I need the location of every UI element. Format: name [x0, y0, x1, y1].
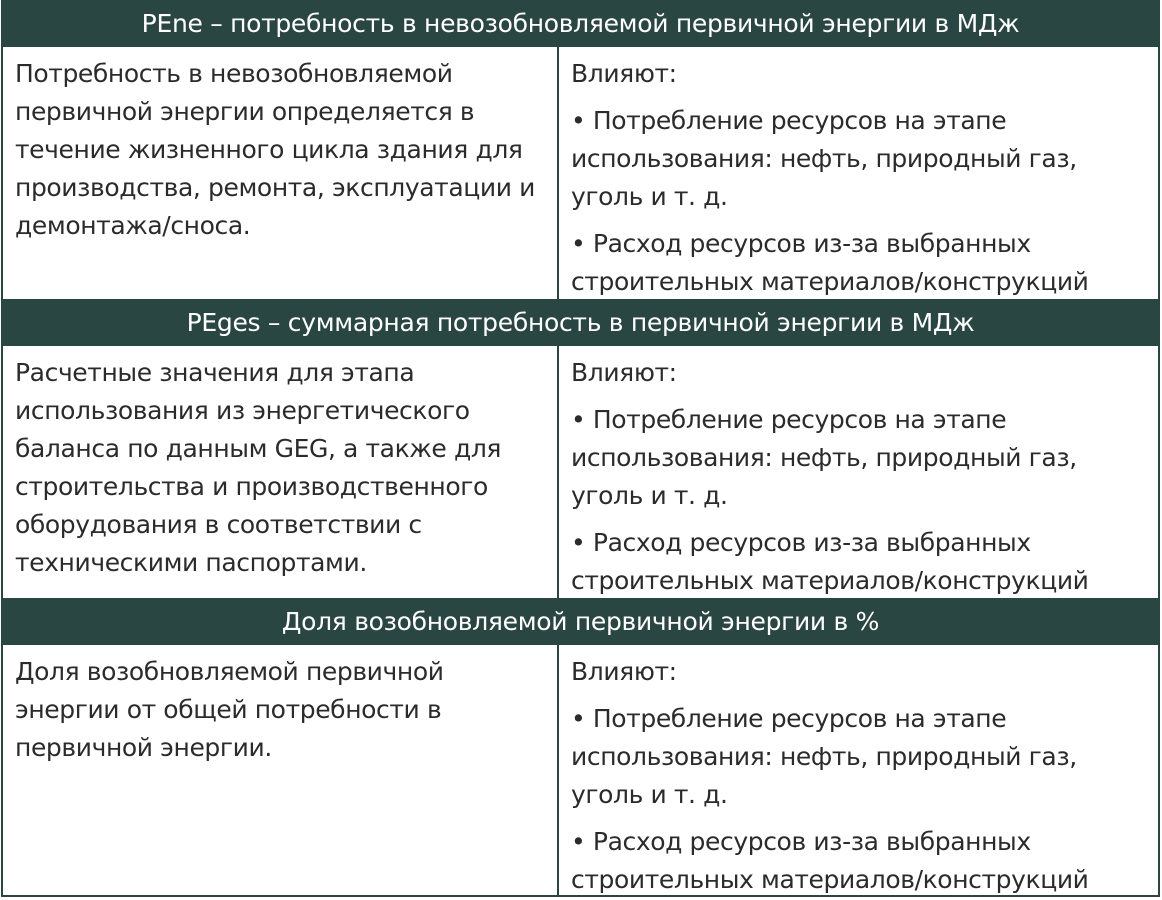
- description-line: демонтажа/сноса.: [15, 211, 251, 240]
- energy-table: [1, 0, 1160, 897]
- bullet-line: использования: нефть, природный газ,: [571, 742, 1077, 771]
- bullet-line: • Расход ресурсов из-за выбранных: [571, 229, 1031, 258]
- factor-bullet: [571, 700, 1150, 814]
- section-header-peges: PEges – суммарная потребность в первичной энергии в МДж: [3, 299, 1158, 346]
- factor-bullet: [571, 401, 1150, 515]
- bullet-line: строительных материалов/конструкций: [571, 267, 1089, 296]
- bullet-line: • Расход ресурсов из-за выбранных: [571, 528, 1031, 557]
- description-line: баланса по данным GEG, а также для: [15, 434, 502, 463]
- description-line: течение жизненного цикла здания для: [15, 135, 523, 164]
- bullet-line: строительных материалов/конструкций: [571, 865, 1089, 894]
- factors-cell: [559, 47, 1158, 299]
- description-cell: [3, 47, 559, 299]
- section-header-pene: PEne – потребность в невозобновляемой первичной энергии в МДж: [3, 0, 1158, 47]
- description-line: производства, ремонта, эксплуатации и: [15, 173, 535, 202]
- section-header-renewable-share: Доля возобновляемой первичной энергии в %: [3, 598, 1158, 645]
- description-line: Расчетные значения для этапа: [15, 358, 415, 387]
- bullet-line: • Потребление ресурсов на этапе: [571, 704, 1007, 733]
- section-body-peges: [3, 346, 1158, 598]
- description-line: использования из энергетического: [15, 396, 470, 425]
- section-body-renewable-share: [3, 645, 1158, 895]
- description-cell: [3, 645, 559, 895]
- bullet-line: использования: нефть, природный газ,: [571, 144, 1077, 173]
- bullet-line: • Потребление ресурсов на этапе: [571, 405, 1007, 434]
- bullet-line: уголь и т. д.: [571, 481, 728, 510]
- factors-cell: [559, 346, 1158, 598]
- factor-bullet: [571, 524, 1150, 600]
- description-line: строительства и производственного: [15, 472, 488, 501]
- factors-label: Влияют:: [571, 358, 677, 387]
- section-body-pene: [3, 47, 1158, 299]
- bullet-line: строительных материалов/конструкций: [571, 566, 1089, 595]
- bullet-line: • Потребление ресурсов на этапе: [571, 106, 1007, 135]
- description-line: Потребность в невозобновляемой: [15, 59, 453, 88]
- factors-cell: [559, 645, 1158, 895]
- description-line: оборудования в соответствии с: [15, 510, 422, 539]
- factors-label: Влияют:: [571, 59, 677, 88]
- description-line: техническими паспортами.: [15, 548, 367, 577]
- description-line: энергии от общей потребности в: [15, 695, 442, 724]
- factor-bullet: [571, 823, 1150, 899]
- factors-label: Влияют:: [571, 657, 677, 686]
- description-cell: [3, 346, 559, 598]
- bullet-line: уголь и т. д.: [571, 780, 728, 809]
- bullet-line: использования: нефть, природный газ,: [571, 443, 1077, 472]
- description-line: первичной энергии определяется в: [15, 97, 475, 126]
- description-line: первичной энергии.: [15, 733, 272, 762]
- description-line: Доля возобновляемой первичной: [15, 657, 444, 686]
- bullet-line: уголь и т. д.: [571, 182, 728, 211]
- factor-bullet: [571, 225, 1150, 301]
- bullet-line: • Расход ресурсов из-за выбранных: [571, 827, 1031, 856]
- factor-bullet: [571, 102, 1150, 216]
